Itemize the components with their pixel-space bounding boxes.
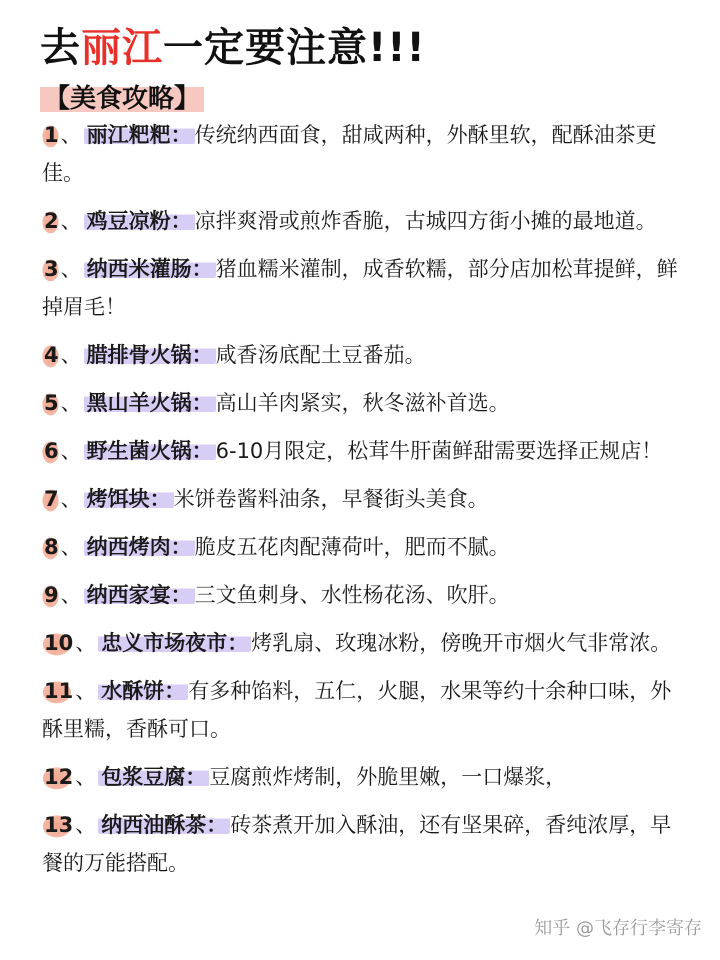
food-list <box>42 116 692 892</box>
list-item <box>42 624 692 662</box>
item-number: 11 <box>44 679 74 703</box>
title-accent: 丽江 <box>81 25 163 71</box>
item-separator: 、 <box>75 679 97 703</box>
item-description: 咸香汤底配土豆番茄。 <box>215 343 426 367</box>
item-number: 2 <box>44 209 59 233</box>
list-item <box>42 758 692 796</box>
item-number: 6 <box>44 439 59 463</box>
item-description: 三文鱼刺身、水性杨花汤、吹肝。 <box>194 583 510 607</box>
item-separator: 、 <box>60 209 82 233</box>
item-description: 豆腐煎炸烤制，外脆里嫩，一口爆浆， <box>209 765 567 789</box>
list-item <box>42 432 692 470</box>
item-number: 8 <box>44 535 59 559</box>
item-name: 纳西家宴： <box>84 583 195 607</box>
list-item <box>42 806 692 882</box>
item-name: 水酥饼： <box>98 679 188 703</box>
item-name: 纳西米灌肠： <box>84 257 216 281</box>
item-separator: 、 <box>75 631 97 655</box>
list-item <box>42 384 692 422</box>
item-separator: 、 <box>60 123 82 147</box>
item-description: 高山羊肉紧实，秋冬滋补首选。 <box>215 391 510 415</box>
section-heading: 【美食攻略】 <box>40 78 204 115</box>
item-description: 6-10月限定，松茸牛肝菌鲜甜需要选择正规店！ <box>215 439 663 463</box>
item-description: 米饼卷酱料油条，早餐街头美食。 <box>173 487 489 511</box>
item-name: 纳西油酥茶： <box>98 813 230 837</box>
item-name: 包浆豆腐： <box>98 765 209 789</box>
page-title <box>40 16 426 73</box>
item-separator: 、 <box>60 487 82 511</box>
list-item <box>42 576 692 614</box>
item-name: 丽江粑粑： <box>84 123 195 147</box>
item-number: 10 <box>44 631 74 655</box>
item-name: 野生菌火锅： <box>84 439 216 463</box>
item-description: 传统纳西面食，甜咸两种，外酥里软，配酥油茶更佳。 <box>42 123 657 185</box>
item-description: 脆皮五花肉配薄荷叶，肥而不腻。 <box>194 535 510 559</box>
item-description: 烤乳扇、玫瑰冰粉，傍晚开市烟火气非常浓。 <box>251 631 672 655</box>
list-item <box>42 528 692 566</box>
item-number: 13 <box>44 813 74 837</box>
item-name: 烤饵块： <box>84 487 174 511</box>
item-separator: 、 <box>60 583 82 607</box>
item-number: 4 <box>44 343 59 367</box>
list-item <box>42 116 692 192</box>
title-prefix: 去 <box>40 25 81 71</box>
item-description: 砖茶煮开加入酥油，还有坚果碎，香纯浓厚，早餐的万能搭配。 <box>42 813 672 875</box>
list-item <box>42 202 692 240</box>
item-name: 鸡豆凉粉： <box>84 209 195 233</box>
item-separator: 、 <box>75 765 97 789</box>
item-name: 忠义市场夜市： <box>98 631 251 655</box>
item-description: 凉拌爽滑或煎炸香脆，古城四方街小摊的最地道。 <box>194 209 657 233</box>
item-name: 纳西烤肉： <box>84 535 195 559</box>
item-separator: 、 <box>60 343 82 367</box>
list-item <box>42 250 692 326</box>
item-number: 12 <box>44 765 74 789</box>
item-name: 黑山羊火锅： <box>84 391 216 415</box>
item-number: 1 <box>44 123 59 147</box>
title-suffix: 一定要注意!!! <box>163 25 426 71</box>
item-separator: 、 <box>60 439 82 463</box>
item-number: 7 <box>44 487 59 511</box>
list-item <box>42 336 692 374</box>
item-name: 腊排骨火锅： <box>84 343 216 367</box>
watermark: 知乎 @飞存行李寄存 <box>534 918 702 939</box>
list-item <box>42 480 692 518</box>
item-number: 5 <box>44 391 59 415</box>
item-separator: 、 <box>60 391 82 415</box>
item-number: 9 <box>44 583 59 607</box>
item-separator: 、 <box>60 535 82 559</box>
list-item <box>42 672 692 748</box>
item-separator: 、 <box>75 813 97 837</box>
item-number: 3 <box>44 257 59 281</box>
item-description: 猪血糯米灌制，成香软糯，部分店加松茸提鲜，鲜掉眉毛！ <box>42 257 678 319</box>
item-description: 有多种馅料，五仁，火腿，水果等约十余种口味，外酥里糯，香酥可口。 <box>42 679 672 741</box>
item-separator: 、 <box>60 257 82 281</box>
